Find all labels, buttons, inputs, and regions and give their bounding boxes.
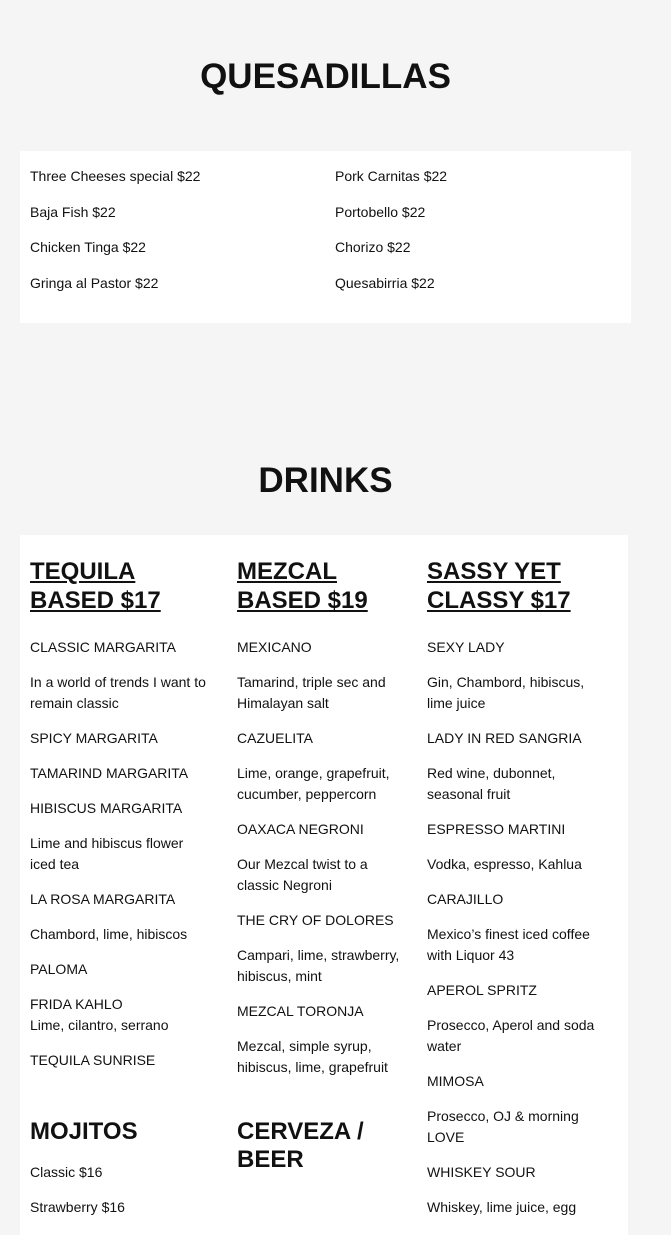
drink-description: Campari, lime, strawberry, hibiscus, mint bbox=[237, 947, 400, 984]
quesadilla-item: Baja Fish $22 bbox=[30, 204, 116, 220]
drink-description: Mexico’s finest iced coffee with Liquor 43 bbox=[427, 926, 590, 963]
drink-description: Lime and hibiscus flower iced tea bbox=[30, 835, 184, 872]
drink-name: ESPRESSO MARTINI bbox=[427, 821, 566, 837]
tequila-heading: TEQUILA BASED $17 bbox=[30, 558, 161, 614]
drink-name: CLASSIC MARGARITA bbox=[30, 639, 176, 655]
beer-heading: CERVEZA / BEER bbox=[237, 1118, 364, 1173]
drink-description: Gin, Chambord, hibiscus, lime juice bbox=[427, 674, 585, 711]
tequila-column bbox=[30, 557, 210, 1232]
drink-description: Our Mezcal twist to a classic Negroni bbox=[237, 856, 368, 893]
drink-name: MIMOSA bbox=[427, 1073, 484, 1089]
drink-description: Tamarind, triple sec and Himalayan salt bbox=[237, 674, 386, 711]
drink-description: Red wine, dubonnet, seasonal fruit bbox=[427, 765, 556, 802]
drink-description: Whiskey, lime juice, egg bbox=[427, 1199, 577, 1215]
drinks-panel bbox=[20, 535, 628, 1235]
drink-description: Mezcal, simple syrup, hibiscus, lime, grapefruit bbox=[237, 1038, 388, 1075]
drink-name: LA ROSA MARGARITA bbox=[30, 891, 176, 907]
drink-name: Strawberry $16 bbox=[30, 1199, 125, 1215]
quesadilla-item: Chicken Tinga $22 bbox=[30, 239, 146, 255]
drink-name: MEZCAL TORONJA bbox=[237, 1003, 364, 1019]
drink-name: TAMARIND MARGARITA bbox=[30, 765, 189, 781]
drink-name: CARAJILLO bbox=[427, 891, 504, 907]
drink-name: HIBISCUS MARGARITA bbox=[30, 800, 183, 816]
drink-description: Vodka, espresso, Kahlua bbox=[427, 856, 582, 872]
drink-description: Prosecco, Aperol and soda water bbox=[427, 1017, 595, 1054]
drink-name: SPICY MARGARITA bbox=[30, 730, 158, 746]
quesadilla-item: Portobello $22 bbox=[335, 204, 426, 220]
quesadillas-title: QUESADILLAS bbox=[200, 57, 451, 96]
sassy-heading: SASSY YET CLASSY $17 bbox=[427, 558, 571, 614]
quesadilla-item: Three Cheeses special $22 bbox=[30, 168, 201, 184]
drink-name: LADY IN RED SANGRIA bbox=[427, 730, 582, 746]
drink-name: SEXY LADY bbox=[427, 639, 505, 655]
drink-name: OAXACA NEGRONI bbox=[237, 821, 364, 837]
drink-name: FRIDA KAHLO bbox=[30, 996, 123, 1012]
drink-name: MEXICANO bbox=[237, 639, 312, 655]
drink-name: APEROL SPRITZ bbox=[427, 982, 537, 998]
drinks-title: DRINKS bbox=[258, 461, 393, 500]
mezcal-heading: MEZCAL BASED $19 bbox=[237, 558, 368, 614]
drink-description: Lime, orange, grapefruit, cucumber, peppercorn bbox=[237, 765, 390, 802]
drink-name: TEQUILA SUNRISE bbox=[30, 1052, 156, 1068]
drink-name: PALOMA bbox=[30, 961, 88, 977]
quesadilla-item: Chorizo $22 bbox=[335, 239, 411, 255]
mezcal-column bbox=[237, 557, 402, 1196]
drink-name: THE CRY OF DOLORES bbox=[237, 912, 394, 928]
quesadilla-item: Quesabirria $22 bbox=[335, 275, 435, 291]
quesadillas-panel bbox=[20, 151, 631, 323]
quesadilla-item: Pork Carnitas $22 bbox=[335, 168, 448, 184]
mojitos-heading: MOJITOS bbox=[30, 1118, 138, 1145]
drink-description: Chambord, lime, hibiscos bbox=[30, 926, 188, 942]
drink-description: Lime, cilantro, serrano bbox=[30, 1017, 169, 1033]
sassy-column bbox=[427, 557, 607, 1232]
drink-name: CAZUELITA bbox=[237, 730, 313, 746]
quesadilla-item: Gringa al Pastor $22 bbox=[30, 275, 159, 291]
drink-description: In a world of trends I want to remain classic bbox=[30, 674, 206, 711]
drink-description: Prosecco, OJ & morning LOVE bbox=[427, 1108, 579, 1145]
drink-name: WHISKEY SOUR bbox=[427, 1164, 536, 1180]
drink-name: Classic $16 bbox=[30, 1164, 103, 1180]
